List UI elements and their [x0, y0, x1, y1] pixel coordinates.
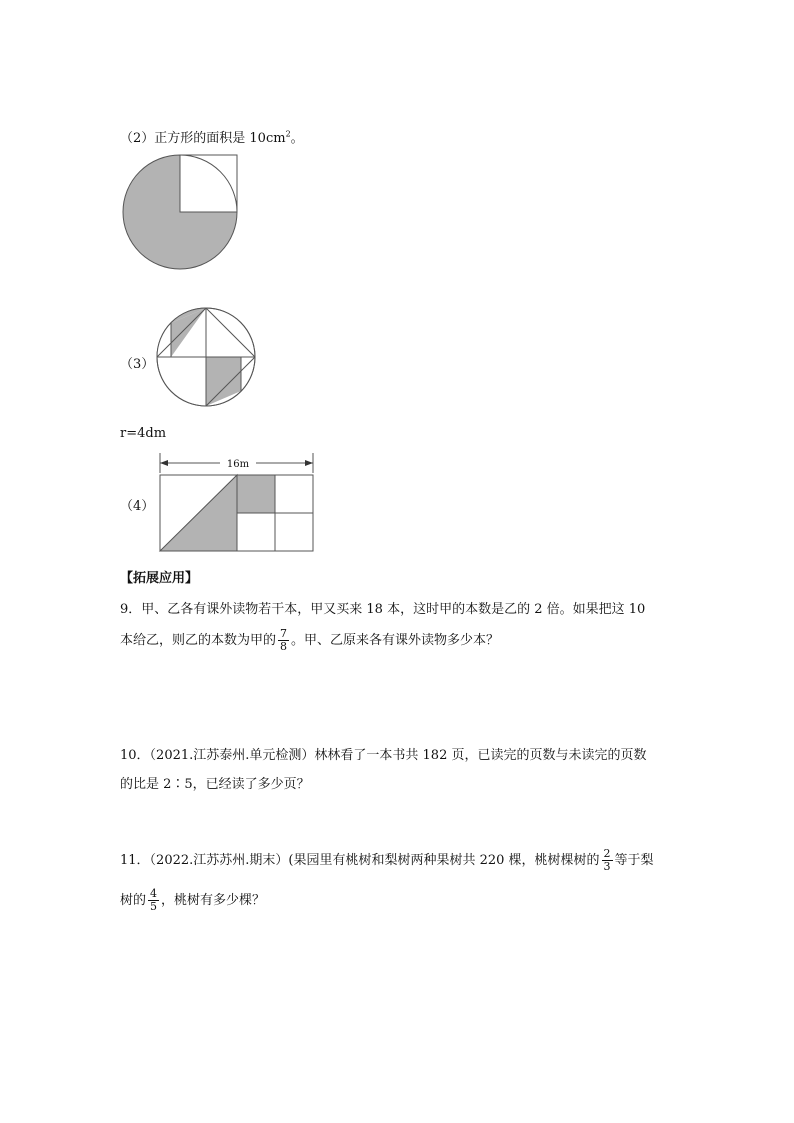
problem-10-line2: 的比是 2∶5，已经读了多少页？: [120, 777, 310, 792]
q4-label: （4）: [120, 499, 155, 514]
q2-label: （2）: [120, 131, 155, 146]
q4-figure: [158, 453, 316, 555]
problem-9-line1: 9．甲、乙各有课外读物若干本，甲又买来 18 本，这时甲的本数是乙的 2 倍。如果把这 10: [120, 602, 646, 617]
q4-shaded-square: [237, 475, 275, 513]
fraction-4-5: $\frac{4}{5}$: [150, 887, 158, 913]
q2-square: [180, 155, 237, 212]
problem-9-line2: 本给乙，则乙的本数为甲的 $\frac{7}{8}$ 。甲、乙原来各有课外读物多少本？: [120, 627, 500, 653]
q2-text-end: 。: [290, 131, 304, 146]
q3-label: （3）: [120, 357, 155, 372]
section-title: 【拓展应用】: [120, 571, 199, 586]
q2-caption: [120, 127, 304, 146]
q2-figure: [120, 152, 242, 274]
q2-text: 正方形的面积是 10cm: [154, 131, 286, 146]
fraction-7-8: $\frac{7}{8}$: [280, 627, 288, 653]
problem-10-line1: 10．（2021.江苏泰州.单元检测）林林看了一本书共 182 页，已读完的页数与未读完的页数: [120, 748, 647, 763]
fraction-2-3: $\frac{2}{3}$: [603, 847, 611, 873]
problem-11-line2: 树的 $\frac{4}{5}$ ，桃树有多少棵？: [120, 887, 266, 913]
q2-superscript: 2: [285, 129, 291, 139]
problem-11-line1: 11．（2022.江苏苏州.期末）(果园里有桃树和梨树两种果树共 220 棵，桃树棵树的 $\frac{2}{3}$ 等于梨: [120, 847, 654, 873]
q4-dimension: 16m: [226, 459, 250, 470]
q3-figure: [156, 306, 256, 408]
radius-note: r=4dm: [120, 426, 167, 441]
